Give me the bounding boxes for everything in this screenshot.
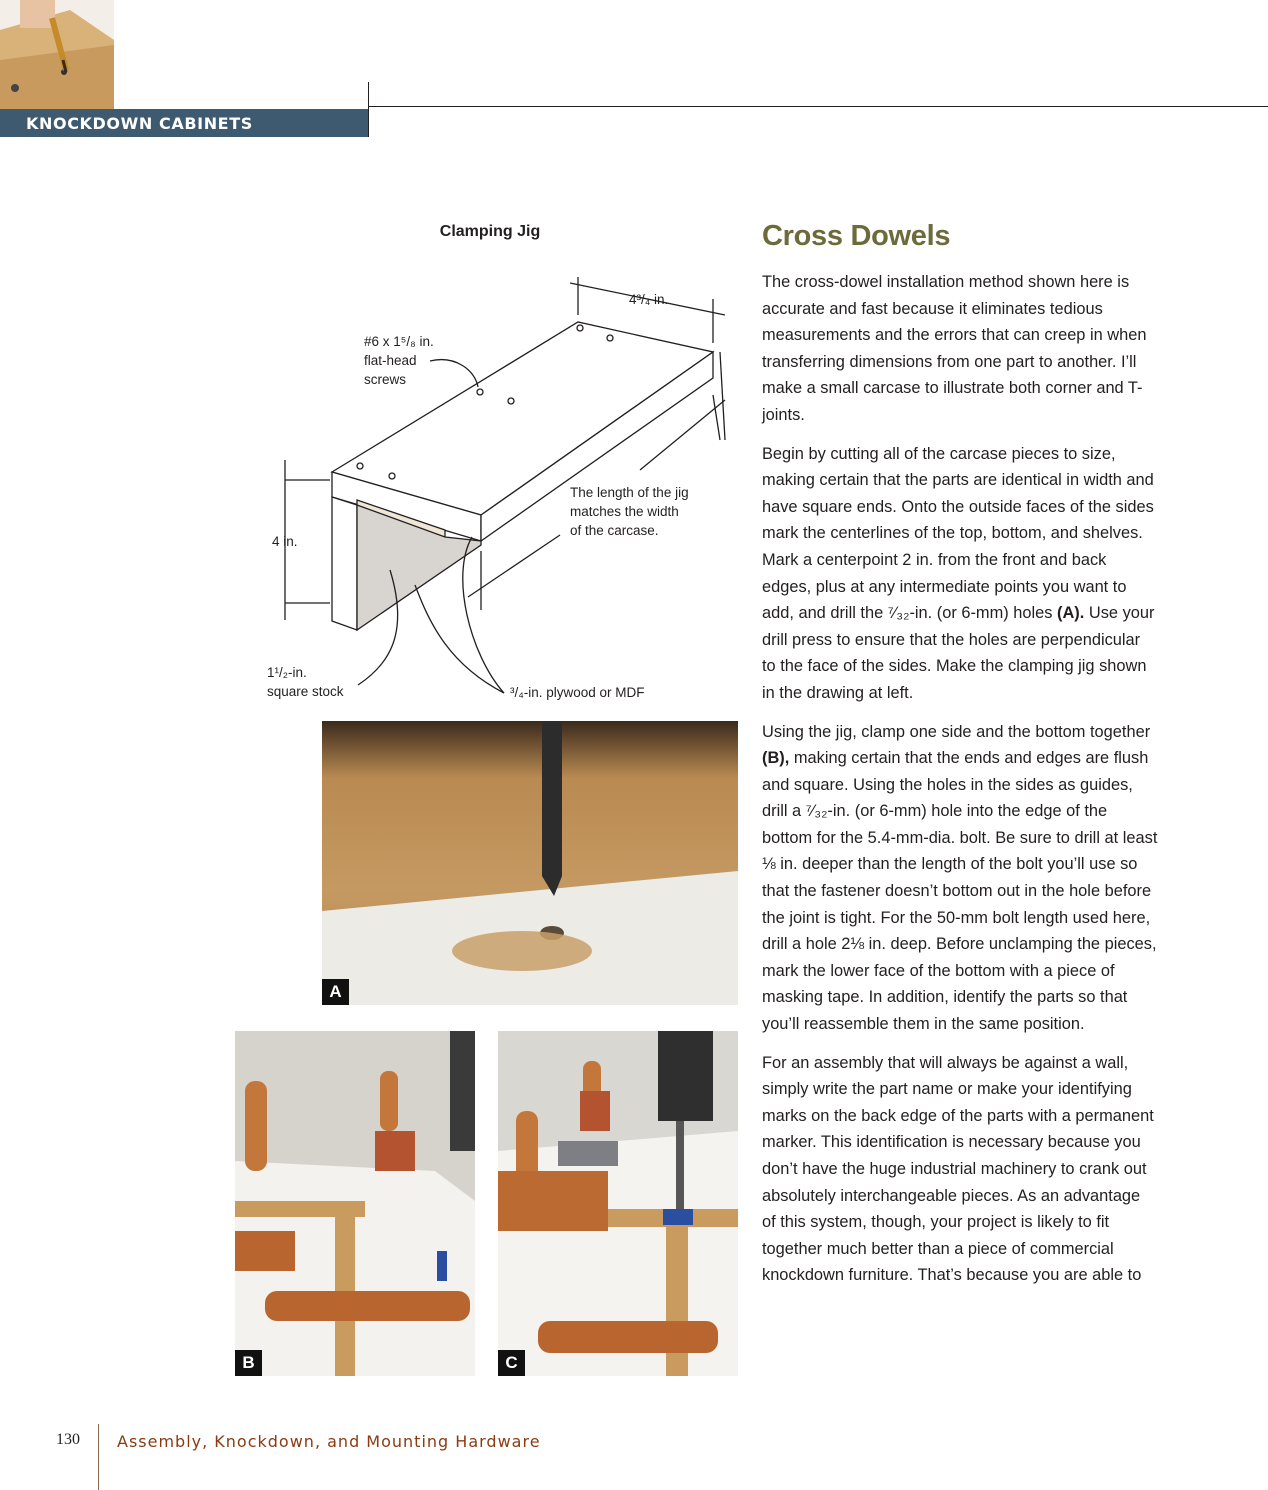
photo-c-tag: C: [498, 1350, 525, 1376]
header-divider: [368, 82, 369, 137]
figure-ref-a: (A).: [1057, 604, 1085, 623]
photo-a-tag: A: [322, 979, 349, 1005]
photo-b: [235, 1031, 475, 1376]
clamping-jig-diagram: [240, 215, 740, 715]
width-dimension-label: 4³/₄ in.: [629, 292, 669, 307]
paragraph-3-text-a: Using the jig, clamp one side and the bottom together: [762, 722, 1151, 741]
section-header-band: [0, 109, 369, 137]
chapter-title: Assembly, Knockdown, and Mounting Hardware: [117, 1432, 541, 1451]
header-thumbnail-photo: [0, 0, 114, 109]
article-heading: Cross Dowels: [762, 220, 951, 252]
paragraph-1: The cross-dowel installation method shown here is accurate and fast because it eliminates tedious measurements and the errors that can creep in when transferring dimensions from one part to another. I’ll make a small carcase to illustrate both corner and T-joints.: [762, 273, 1147, 424]
plywood-label: ³/₄-in. plywood or MDF: [510, 685, 645, 700]
paragraph-3: [762, 719, 1158, 1038]
stock-label: 1¹/₂-in. square stock: [267, 665, 344, 699]
height-dimension-label: 4 in.: [272, 534, 298, 549]
diagram-title: Clamping Jig: [439, 223, 541, 240]
article-column: [762, 220, 1158, 1301]
photo-b-tag: B: [235, 1350, 262, 1376]
paragraph-3-text-b: making certain that the ends and edges are flush and square. Using the holes in the sides as guides, drill a ⁷⁄₃₂-in. (or 6-mm) hole into the edge of the bottom for the 5.4-mm-dia. bolt. Be sure to drill at least ⅛ in. deeper than the length of the bolt you’ll use so that the fastener doesn’t bottom out in the hole before the joint is tight. For the 50-mm bolt length used here, drill a hole 2⅛ in. deep. Before unclamping the pieces, mark the lower face of the bottom with a piece of masking tape. In addition, identify the parts so that you’ll reassemble them in the same position.: [762, 749, 1158, 1034]
paragraph-2-text-a: Begin by cutting all of the carcase pieces to size, making certain that the parts are identical in width and have square ends. Onto the outside faces of the sides mark the centerlines of the top, bottom, and shelves. Mark a centerpoint 2 in. from the front and back edges, plus at any intermediate points you want to add, and drill the ⁷⁄₃₂-in. (or 6-mm) holes: [762, 444, 1154, 623]
paragraph-4: For an assembly that will always be against a wall, simply write the part name or make your identifying marks on the back edge of the parts with a permanent marker. This identification is necessary because you don’t have the huge industrial machinery to crank out absolutely interchangeable pieces. As an advantage of this system, though, your project is likely to fit together much better than a piece of commercial knockdown furniture. That’s because you are able to: [762, 1053, 1154, 1285]
figure-ref-b: (B),: [762, 749, 790, 768]
header-rule: [369, 106, 1268, 107]
paragraph-2-text-b: Use your drill press to ensure that the holes are perpendicular to the face of the sides. Make the clamping jig shown in the drawing at left.: [762, 604, 1155, 702]
paragraph-2: [762, 441, 1158, 707]
page-number: 130: [56, 1431, 80, 1448]
length-note-label: The length of the jig matches the width of the carcase.: [570, 485, 689, 538]
photo-a: [322, 721, 738, 1005]
footer-divider: [98, 1424, 99, 1490]
photo-c: [498, 1031, 738, 1376]
screws-label: #6 x 1⁵/₈ in. flat-head screws: [364, 334, 434, 387]
section-label: KNOCKDOWN CABINETS: [26, 114, 253, 133]
